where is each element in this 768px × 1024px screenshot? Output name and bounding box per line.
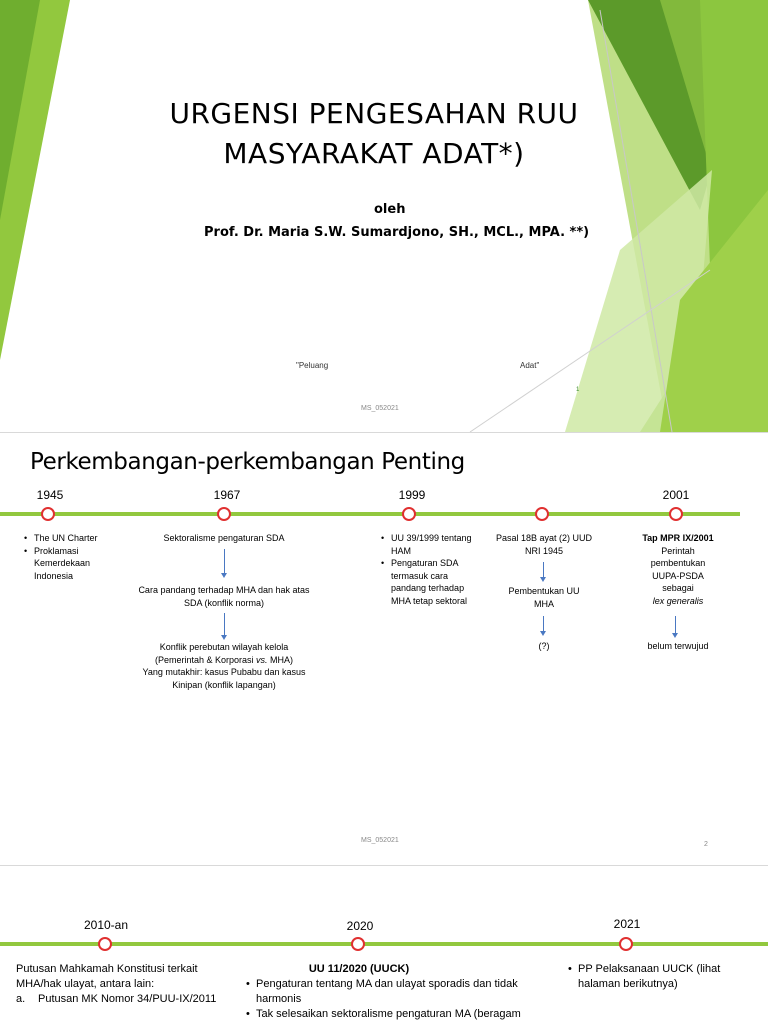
author-name: Prof. Dr. Maria S.W. Sumardjono, SH., MCL., MPA. **)	[204, 225, 590, 240]
slide-title-text	[120, 94, 628, 174]
year-label: 2001	[662, 488, 690, 502]
col-1967-b: Cara pandang terhadap MHA dan hak atas SDA (konflik norma)	[138, 585, 310, 608]
col-2001-title: Tap MPR IX/2001	[642, 533, 714, 543]
timeline-node	[41, 507, 55, 521]
col-2001-body: Perintah pembentukan UUPA-PSDA sebagai	[650, 545, 706, 593]
timeline-line	[0, 512, 740, 516]
col-pasal-a: Pasal 18B ayat (2) UUD NRI 1945	[495, 533, 593, 556]
timeline-node	[217, 507, 231, 521]
col-pasal-c: (?)	[538, 641, 550, 651]
list-item: • Pengaturan tentang MA dan ulayat sporadis dan tidak harmonis	[256, 977, 540, 1007]
year-label: 2020	[346, 919, 374, 933]
col-pasal-b: Pembentukan UU MHA	[508, 586, 580, 609]
timeline-node	[98, 937, 112, 951]
down-arrow-icon	[543, 616, 544, 632]
title-line-1: URGENSI PENGESAHAN RUU	[169, 97, 579, 130]
year-label: 2010-an	[83, 918, 129, 932]
col-2001-em: lex generalis	[652, 595, 704, 606]
down-arrow-icon	[224, 613, 225, 636]
slide-footer: MS_052021	[361, 837, 399, 844]
item-text: Putusan MK Nomor 34/PUU-IX/2011	[38, 993, 217, 1005]
col-2010-block	[16, 962, 228, 1007]
list-item: • PP Pelaksanaan UUCK (lihat halaman berikutnya)	[578, 962, 758, 992]
text-span: (Pemerintah & Korporasi	[154, 654, 257, 665]
year-label: 2021	[613, 917, 641, 931]
timeline-node	[619, 937, 633, 951]
list-item: • UU 39/1999 tentang HAM	[391, 532, 475, 557]
text-span-italic: vs.	[256, 654, 268, 665]
col-2010-text: Putusan Mahkamah Konstitusi terkait MHA/hak ulayat, antara lain:	[16, 963, 198, 990]
down-arrow-icon	[675, 616, 676, 634]
timeline-node	[669, 507, 683, 521]
list-item: • Tak selesaikan sektoralisme pengaturan MA (beragam	[256, 1007, 540, 1022]
year-label: 1999	[398, 488, 426, 502]
quote-fragment-right: Adat"	[520, 361, 540, 370]
slide-heading: Perkembangan-perkembangan Penting	[30, 449, 465, 475]
timeline-line	[0, 942, 768, 946]
list-item: • The UN Charter	[34, 532, 124, 545]
item-marker: a.	[16, 993, 26, 1005]
down-arrow-icon	[543, 562, 544, 578]
down-arrow-icon	[224, 549, 225, 574]
col-2020-list	[244, 977, 540, 1022]
page-number: 2	[704, 841, 708, 848]
by-label: oleh	[374, 202, 406, 217]
col-1999-list	[381, 532, 475, 607]
timeline-node	[402, 507, 416, 521]
slide-mark: 1	[576, 387, 580, 393]
col-1967-a: Sektoralisme pengaturan SDA	[163, 533, 285, 543]
title-line-2: MASYARAKAT ADAT*)	[223, 137, 525, 170]
list-item: • Proklamasi Kemerdekaan Indonesia	[34, 545, 124, 583]
col-1967-c	[134, 641, 314, 691]
col-2001-result: belum terwujud	[647, 641, 709, 651]
col-2010-item	[16, 992, 228, 1007]
col-1967-c3: Yang mutakhir: kasus Pubabu dan kasus Kinipan (konflik lapangan)	[142, 667, 306, 690]
timeline-node	[535, 507, 549, 521]
slide-timeline-2	[0, 866, 768, 1024]
col-2020-block	[244, 962, 540, 1022]
slide-title	[0, 0, 768, 432]
text-span: MHA)	[267, 654, 294, 665]
col-2001-block	[612, 532, 744, 607]
col-2021-list	[566, 962, 758, 992]
col-1967-c1: Konflik perebutan wilayah kelola	[159, 642, 289, 652]
year-label: 1967	[213, 488, 241, 502]
quote-fragment-left: "Peluang	[296, 361, 329, 370]
col-2020-title: UU 11/2020 (UUCK)	[308, 963, 410, 975]
list-item: • Pengaturan SDA termasuk cara pandang terhadap MHA tetap sektoral	[391, 557, 475, 607]
year-label: 1945	[36, 488, 64, 502]
col-1945-list	[24, 532, 124, 582]
slide-timeline-1	[0, 433, 768, 865]
slide-footer: MS_052021	[361, 405, 399, 412]
timeline-node	[351, 937, 365, 951]
col-1967-c2	[134, 654, 314, 667]
